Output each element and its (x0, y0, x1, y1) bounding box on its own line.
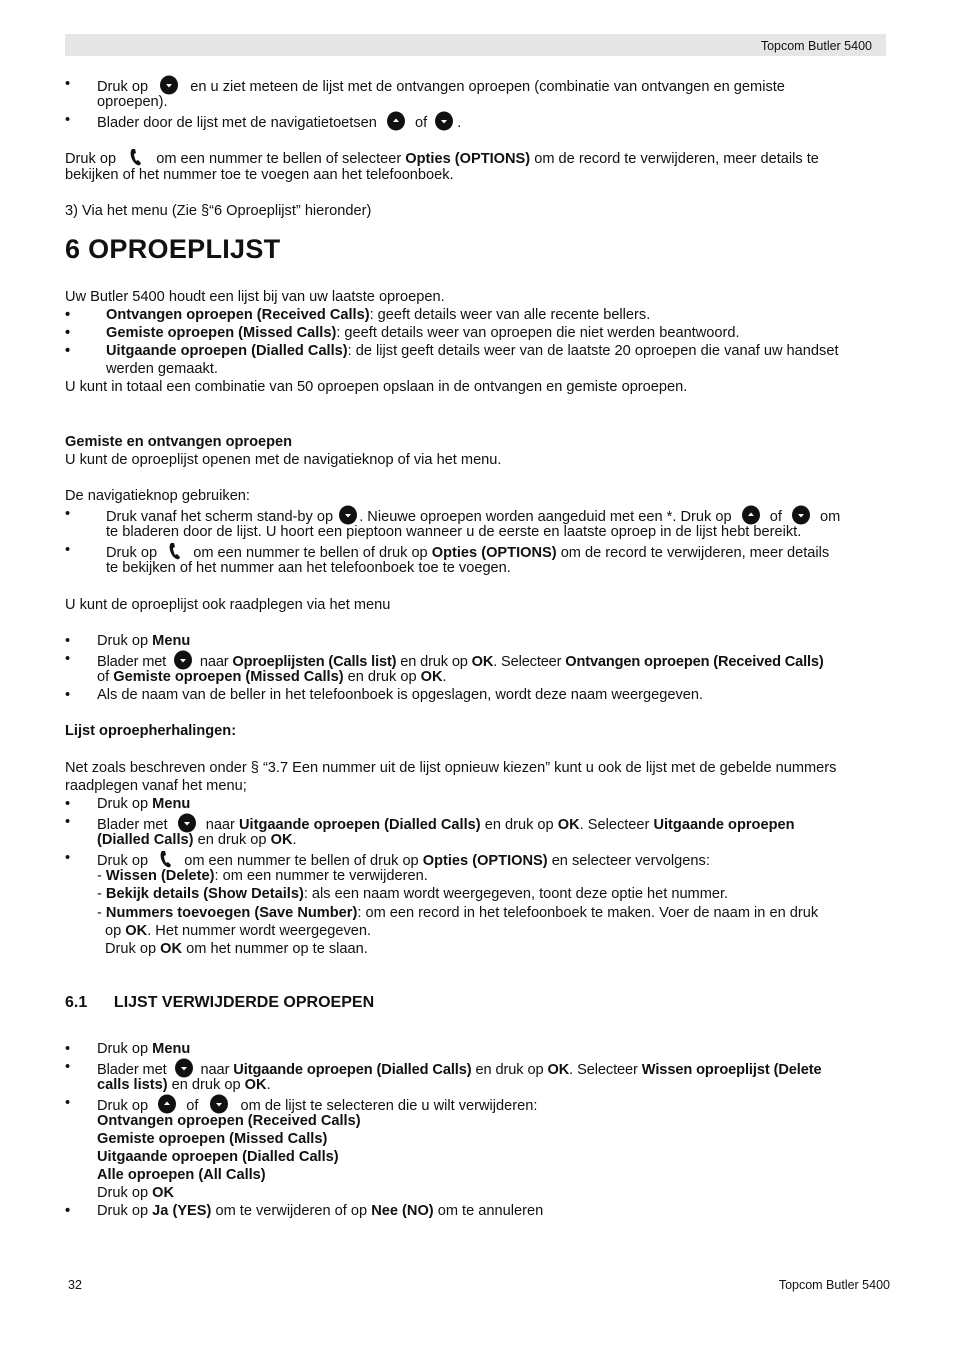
page-number: 32 (68, 1278, 82, 1292)
text-line: Uitgaande oproepen (Dialled Calls): de lijst geeft details weer van de laatste 20 oproepen die vanaf uw handset (106, 343, 839, 359)
text-line: Druk op Menu (97, 1041, 191, 1057)
text-line: U kunt de oproeplijst openen met de navigatieknop of via het menu. (65, 452, 502, 468)
bullet: • (65, 1095, 71, 1111)
option-dialled: Uitgaande oproepen (Dialled Calls) (97, 1149, 339, 1165)
bullet: • (65, 1059, 71, 1075)
text-line: Druk op om een nummer te bellen of druk op Opties (OPTIONS) om de record te verwijderen, meer details (106, 541, 829, 562)
nav-key-icon (337, 505, 359, 525)
nav-key-icon (176, 813, 198, 833)
bullet: • (65, 76, 71, 92)
text-line: U kunt de oproeplijst ook raadplegen via het menu (65, 597, 391, 613)
bullet: • (65, 307, 71, 323)
bullet: • (65, 1203, 71, 1219)
subsection-heading: 6.1 LIJST VERWIJDERDE OPROEPEN (65, 994, 375, 1011)
text-line: Als de naam van de beller in het telefoonboek is opgeslagen, wordt deze naam weergegeven. (97, 687, 704, 703)
text-line: Druk op OK (97, 1185, 175, 1201)
text-line: Blader met naar Oproeplijsten (Calls list) en druk op OK. Selecteer Ontvangen oproepen (Received Calls) (97, 650, 824, 671)
page-header-bar (65, 34, 886, 56)
bullet: • (65, 687, 71, 703)
bullet: • (65, 1041, 71, 1057)
bullet: • (65, 633, 71, 649)
nav-key-icon (172, 650, 194, 670)
text-line: - Wissen (Delete): om een nummer te verwijderen. (97, 868, 428, 884)
nav-up-key-icon (385, 111, 407, 131)
phone-handset-icon (128, 147, 144, 167)
bullet: • (65, 542, 71, 558)
nav-key-icon (173, 1058, 195, 1078)
text-line: Blader met naar Uitgaande oproepen (Dialled Calls) en druk op OK. Selecteer Uitgaande oproepen (97, 813, 795, 834)
header-title: Topcom Butler 5400 (760, 39, 872, 53)
option-missed: Gemiste oproepen (Missed Calls) (97, 1131, 328, 1147)
section-heading: 6 OPROEPLIJST (65, 234, 281, 264)
text-line: De navigatieknop gebruiken: (65, 488, 250, 504)
text-line: raadplegen vanaf het menu; (65, 778, 247, 794)
subsection-title: Gemiste en ontvangen oproepen (65, 434, 293, 450)
text-line: Net zoals beschreven onder § “3.7 Een nummer uit de lijst opnieuw kiezen” kunt u ook de lijst met de gebelde nummers (65, 760, 837, 776)
text-line: Blader door de lijst met de navigatietoetsen of . (97, 111, 461, 132)
text-line: - Bekijk details (Show Details): als een naam wordt weergegeven, toont deze optie het nummer. (97, 886, 729, 902)
nav-down-key-icon (790, 505, 812, 525)
text-line: te bekijken of het nummer aan het telefoonboek toe te voegen. (106, 560, 511, 576)
phone-handset-icon (158, 849, 174, 869)
bullet: • (65, 325, 71, 341)
text-line: - Nummers toevoegen (Save Number): om een record in het telefoonboek te maken. Voer de naam in en druk (97, 905, 819, 921)
text-line: of Gemiste oproepen (Missed Calls) en druk op OK. (97, 669, 447, 685)
bullet: • (65, 850, 71, 866)
option-all: Alle oproepen (All Calls) (97, 1167, 266, 1183)
text-line: calls lists) en druk op OK. (97, 1077, 271, 1093)
text-line: (Dialled Calls) en druk op OK. (97, 832, 297, 848)
text-line: Druk op en u ziet meteen de lijst met de ontvangen oproepen (combinatie van ontvangen en gemiste (97, 75, 785, 96)
text-line: Ontvangen oproepen (Received Calls): geeft details weer van alle recente bellers. (106, 307, 651, 323)
text-line: Uw Butler 5400 houdt een lijst bij van uw laatste oproepen. (65, 289, 445, 305)
nav-key-icon (158, 75, 180, 95)
text-line: 3) Via het menu (Zie §“6 Oproeplijst” hieronder) (65, 203, 372, 219)
text-line: Druk op Ja (YES) om te verwijderen of op Nee (NO) om te annuleren (97, 1203, 544, 1219)
bullet: • (65, 506, 71, 522)
footer-product: Topcom Butler 5400 (778, 1278, 890, 1292)
phone-handset-icon (167, 541, 183, 561)
text-line: te bladeren door de lijst. U hoort een pieptoon wanneer u de eerste en laatste oproep in de lijst hebt bereikt. (106, 524, 802, 540)
text-line: Blader met naar Uitgaande oproepen (Dialled Calls) en druk op OK. Selecteer Wissen oproeplijst (Delete (97, 1058, 822, 1079)
text-line: Gemiste oproepen (Missed Calls): geeft details weer van oproepen die niet werden beantwoord. (106, 325, 740, 341)
text-line: oproepen). (97, 94, 168, 110)
text-line: U kunt in totaal een combinatie van 50 oproepen opslaan in de ontvangen en gemiste oproepen. (65, 379, 688, 395)
subsection-title: Lijst oproepherhalingen: (65, 723, 237, 739)
bullet: • (65, 796, 71, 812)
bullet: • (65, 112, 71, 128)
text-line: werden gemaakt. (106, 361, 218, 377)
text-line: Druk vanaf het scherm stand-by op . Nieuwe oproepen worden aangeduid met een *. Druk op of om (106, 505, 840, 526)
nav-down-key-icon (433, 111, 455, 131)
text-line: Druk op OK om het nummer op te slaan. (105, 941, 368, 957)
text-line: Druk op Menu (97, 796, 191, 812)
text-line: Druk op om een nummer te bellen of druk op Opties (OPTIONS) en selecteer vervolgens: (97, 849, 710, 870)
text-line: bekijken of het nummer toe te voegen aan het telefoonboek. (65, 167, 454, 183)
bullet: • (65, 343, 71, 359)
bullet: • (65, 814, 71, 830)
bullet: • (65, 651, 71, 667)
text-line: Druk op om een nummer te bellen of selecteer Opties (OPTIONS) om de record te verwijderen, meer details te (65, 147, 819, 168)
nav-up-key-icon (156, 1094, 178, 1114)
option-received: Ontvangen oproepen (Received Calls) (97, 1113, 361, 1129)
nav-up-key-icon (740, 505, 762, 525)
nav-down-key-icon (208, 1094, 230, 1114)
text-line: Druk op Menu (97, 633, 191, 649)
text-line: Druk op of om de lijst te selecteren die u wilt verwijderen: (97, 1094, 537, 1115)
text-line: op OK. Het nummer wordt weergegeven. (105, 923, 372, 939)
